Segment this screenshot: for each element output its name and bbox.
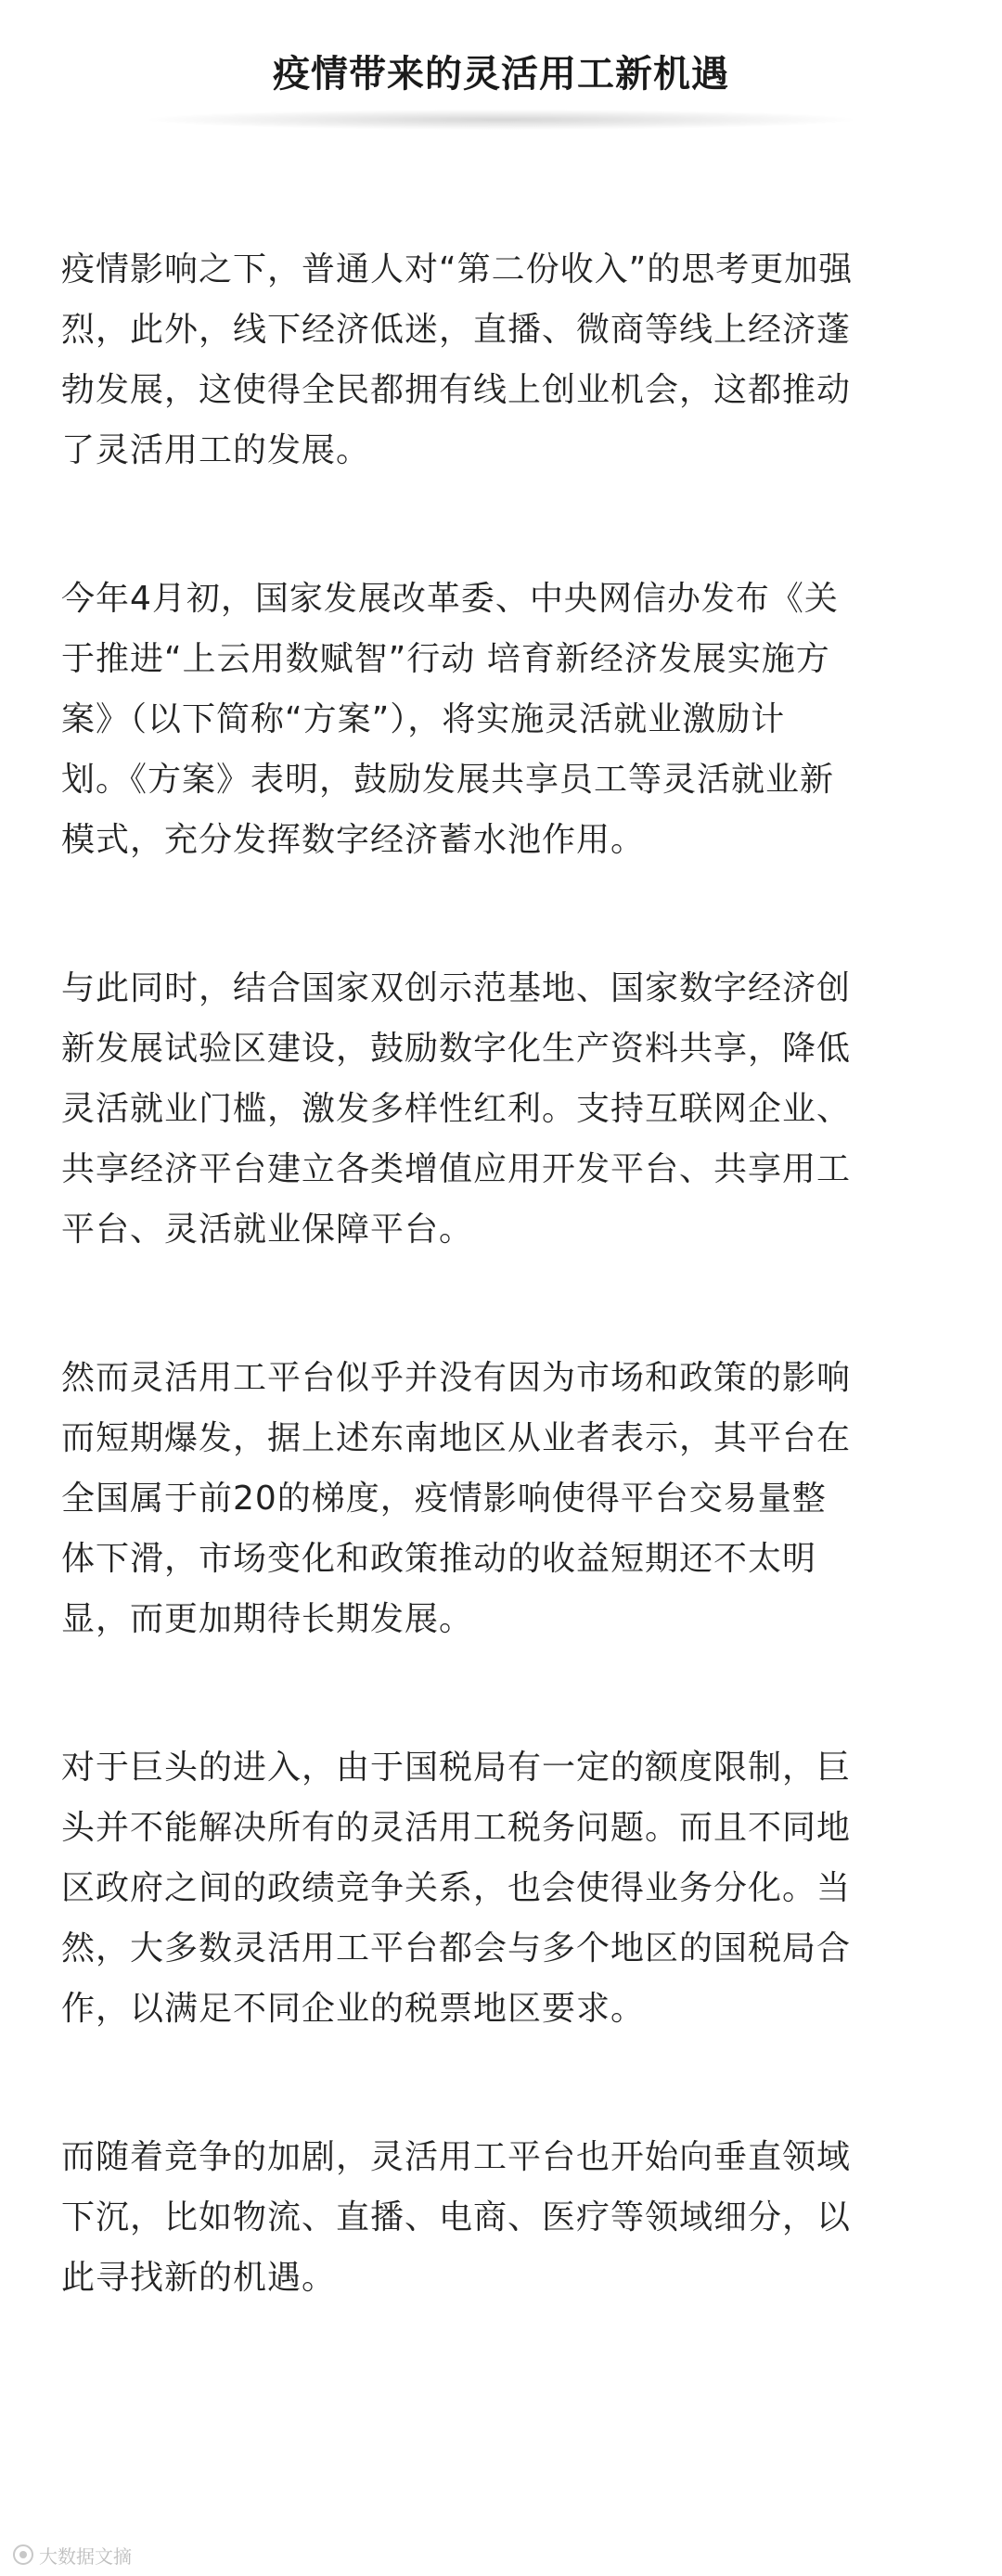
article-title: 疫情带来的灵活用工新机遇 [273, 53, 729, 96]
paragraph-4 [61, 1348, 952, 1649]
paragraph-line: 烈，此外，线下经济低迷，直播、微商等线上经济蓬 [61, 311, 852, 349]
paragraph-3 [61, 958, 952, 1260]
paragraph-line: 模式，充分发挥数字经济蓄水池作用。 [61, 821, 646, 859]
watermark-text: 大数据文摘 [39, 2544, 132, 2568]
paragraph-line: 而短期爆发，据上述东南地区从业者表示，其平台在 [61, 1419, 852, 1457]
paragraph-line: 显，而更加期待长期发展。 [61, 1600, 474, 1638]
paragraph-line: 疫情影响之下，普通人对“第二份收入”的思考更加强 [61, 250, 854, 288]
paragraph-5 [61, 1737, 952, 2039]
paragraph-line: 区政府之间的政绩竞争关系，也会使得业务分化。当 [61, 1869, 852, 1907]
paragraph-line: 与此同时，结合国家双创示范基地、国家数字经济创 [61, 969, 852, 1007]
paragraph-line: 体下滑，市场变化和政策推动的收益短期还不太明 [61, 1540, 817, 1578]
paragraph-line: 此寻找新的机遇。 [61, 2259, 337, 2297]
paragraph-line: 平台、灵活就业保障平台。 [61, 1211, 474, 1249]
paragraph-line: 划。《方案》表明，鼓励发展共享员工等灵活就业新 [61, 761, 835, 799]
paragraph-1 [61, 239, 952, 481]
title-divider-shadow [148, 109, 854, 130]
paragraph-line: 然，大多数灵活用工平台都会与多个地区的国税局合 [61, 1929, 852, 1967]
article-header [0, 0, 1002, 135]
paragraph-line: 于推进“上云用数赋智”行动 培育新经济发展实施方 [61, 640, 830, 678]
watermark-logo-icon [13, 2544, 33, 2565]
paragraph-line: 下沉，比如物流、直播、电商、医疗等领域细分，以 [61, 2198, 852, 2236]
paragraph-line: 灵活就业门槛，激发多样性红利。支持互联网企业、 [61, 1090, 852, 1128]
paragraph-line: 作，以满足不同企业的税票地区要求。 [61, 1990, 646, 2028]
watermark [13, 2539, 132, 2570]
paragraph-line: 对于巨头的进入，由于国税局有一定的额度限制，巨 [61, 1749, 852, 1787]
paragraph-line: 然而灵活用工平台似乎并没有因为市场和政策的影响 [61, 1359, 852, 1397]
paragraph-line: 全国属于前20的梯度，疫情影响使得平台交易量整 [61, 1480, 827, 1518]
paragraph-line: 今年4月初，国家发展改革委、中央网信办发布《关 [61, 580, 839, 618]
paragraph-line: 了灵活用工的发展。 [61, 431, 371, 469]
paragraph-line: 共享经济平台建立各类增值应用开发平台、共享用工 [61, 1150, 852, 1188]
paragraph-line: 案》（以下简称“方案”），将实施灵活就业激励计 [61, 700, 786, 738]
paragraph-line: 勃发展，这使得全民都拥有线上创业机会，这都推动 [61, 371, 852, 409]
paragraph-2 [61, 569, 952, 870]
paragraph-line: 而随着竞争的加剧，灵活用工平台也开始向垂直领域 [61, 2138, 852, 2176]
paragraph-line: 新发展试验区建设，鼓励数字化生产资料共享，降低 [61, 1030, 852, 1068]
paragraph-6 [61, 2127, 952, 2308]
article-body [61, 239, 952, 2396]
paragraph-line: 头并不能解决所有的灵活用工税务问题。而且不同地 [61, 1809, 852, 1847]
